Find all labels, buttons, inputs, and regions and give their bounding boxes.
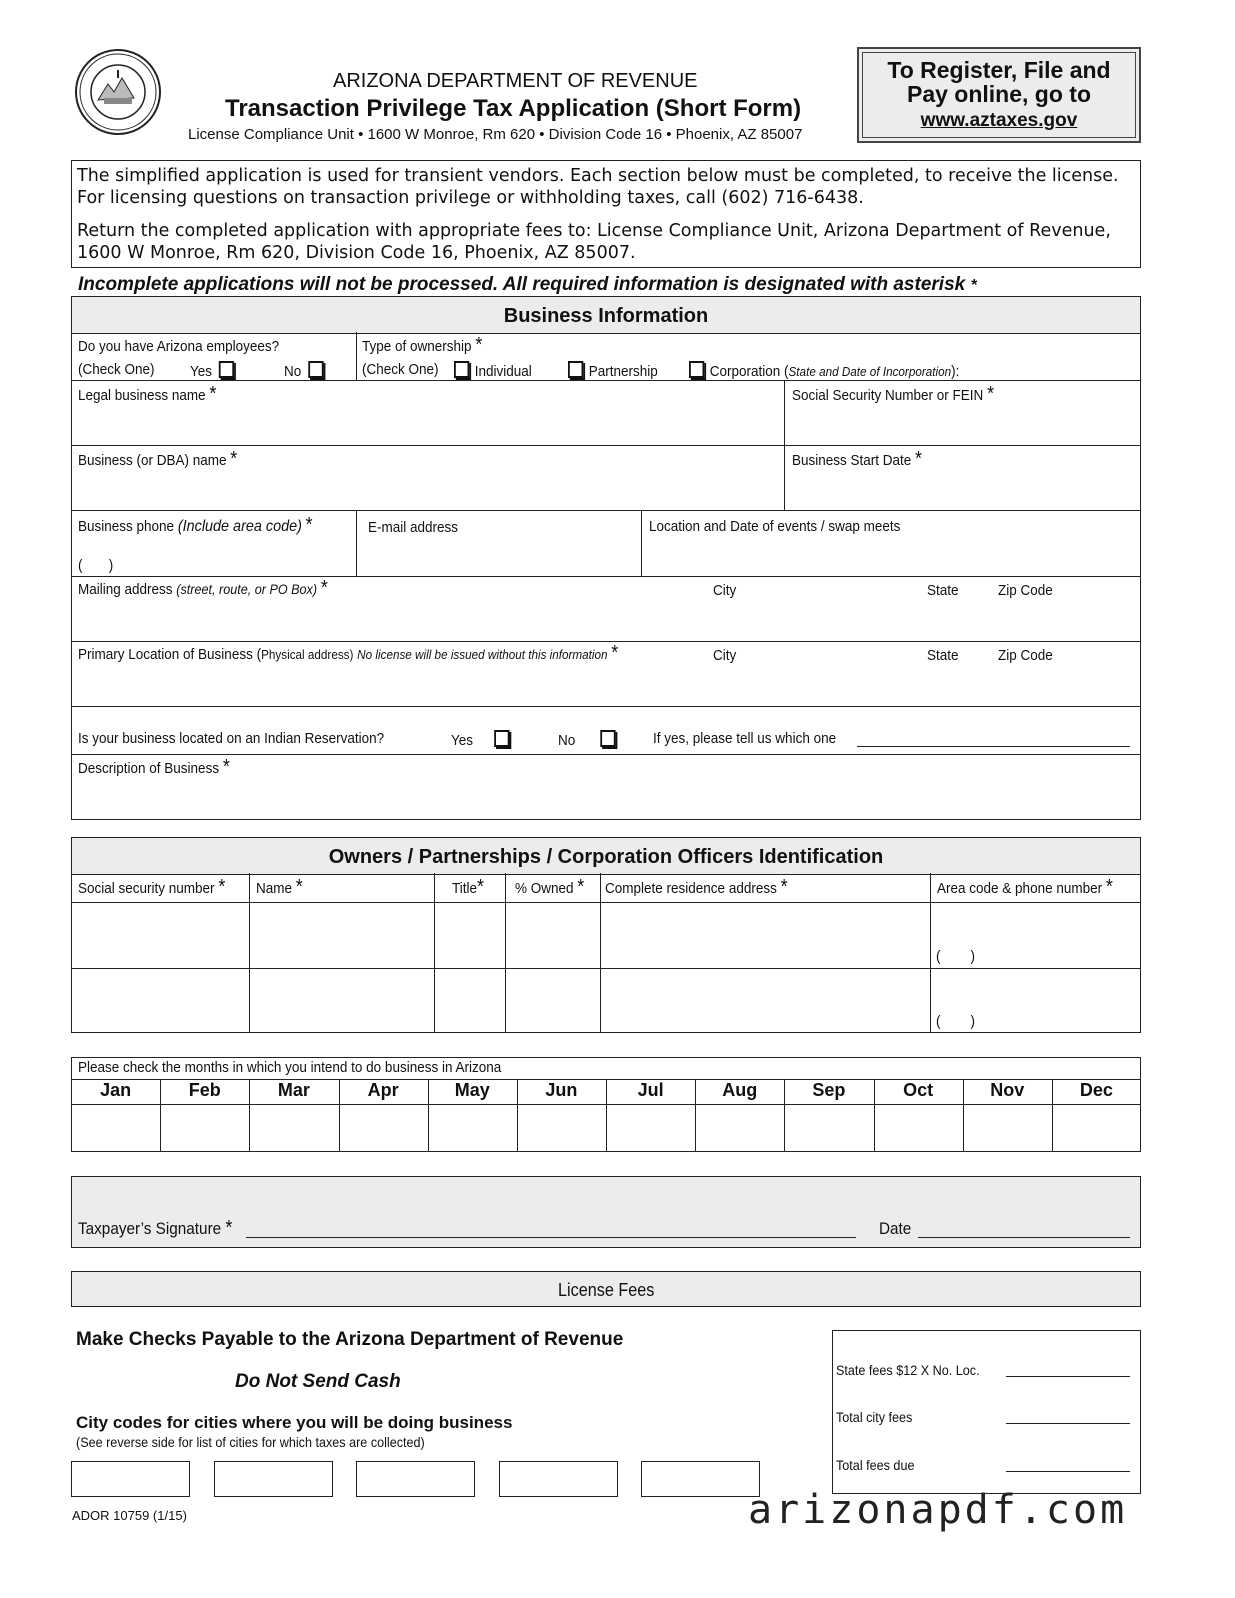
legal-name-label: Legal business name * bbox=[78, 383, 217, 405]
month-checkbox-feb[interactable] bbox=[162, 1106, 247, 1150]
warning-text: Incomplete applications will not be processed. All required information is designated with asterisk * bbox=[78, 274, 977, 295]
primary-state-label: State bbox=[927, 647, 959, 664]
dba-name-field[interactable] bbox=[72, 475, 782, 508]
primary-city-label: City bbox=[713, 647, 737, 664]
city-code-box-2[interactable] bbox=[214, 1461, 333, 1497]
business-phone-field[interactable] bbox=[120, 545, 350, 573]
primary-location-field[interactable] bbox=[72, 669, 1138, 704]
ownership-check-one: (Check One) bbox=[362, 361, 439, 378]
month-label-oct: Oct bbox=[903, 1080, 934, 1100]
license-fees-heading: License Fees bbox=[558, 1280, 655, 1300]
mailing-address-field[interactable] bbox=[72, 604, 1138, 639]
license-fees-bar bbox=[71, 1271, 1141, 1307]
intro-line1: The simplified application is used for transient vendors. Each section below must be completed, to receive the license. bbox=[77, 166, 1119, 186]
mailing-address-label: Mailing address (street, route, or PO Box) * bbox=[78, 577, 328, 599]
partnership-checkbox[interactable] bbox=[568, 361, 583, 378]
events-field[interactable] bbox=[643, 542, 1138, 573]
owner-row-2-phone-paren: ( ) bbox=[936, 1013, 976, 1030]
events-label: Location and Date of events / swap meets bbox=[649, 518, 901, 535]
header-address: License Compliance Unit • 1600 W Monroe, Rm 620 • Division Code 16 • Phoenix, AZ 85007 bbox=[188, 126, 803, 143]
individual-checkbox[interactable] bbox=[454, 361, 469, 378]
online-line2: Pay online, go to bbox=[906, 81, 1091, 107]
city-fees-field[interactable] bbox=[1006, 1423, 1130, 1424]
reservation-yes: Yes bbox=[451, 730, 510, 749]
owners-heading: Owners / Partnerships / Corporation Officers Identification bbox=[328, 846, 884, 868]
email-label: E-mail address bbox=[368, 519, 459, 536]
months-prompt: Please check the months in which you intend to do business in Arizona bbox=[78, 1059, 502, 1076]
ssn-fein-label: Social Security Number or FEIN * bbox=[792, 383, 995, 405]
no-cash: Do Not Send Cash bbox=[235, 1371, 401, 1392]
employees-yes-checkbox[interactable] bbox=[219, 361, 234, 378]
month-checkbox-dec[interactable] bbox=[1054, 1106, 1139, 1150]
watermark: arizonapdf.com bbox=[748, 1487, 1128, 1533]
owners-col-name: Name * bbox=[256, 876, 303, 898]
signature-field[interactable] bbox=[246, 1237, 856, 1238]
checks-payable: Make Checks Payable to the Arizona Department of Revenue bbox=[76, 1329, 624, 1350]
reservation-which-field[interactable] bbox=[857, 746, 1130, 747]
month-checkbox-sep[interactable] bbox=[786, 1106, 871, 1150]
online-box bbox=[857, 47, 1141, 143]
month-checkbox-mar[interactable] bbox=[251, 1106, 336, 1150]
city-code-box-1[interactable] bbox=[71, 1461, 190, 1497]
signature-date-field[interactable] bbox=[918, 1237, 1130, 1238]
month-label-apr: Apr bbox=[367, 1080, 399, 1100]
month-checkbox-aug[interactable] bbox=[697, 1106, 782, 1150]
owners-col-owned: % Owned * bbox=[515, 876, 585, 898]
owners-col-title: Title* bbox=[452, 876, 485, 898]
month-label-sep: Sep bbox=[812, 1080, 846, 1100]
employees-question: Do you have Arizona employees? bbox=[78, 338, 280, 355]
total-fees-field[interactable] bbox=[1006, 1471, 1130, 1472]
intro-box bbox=[71, 160, 1141, 268]
reservation-which-label: If yes, please tell us which one bbox=[653, 730, 837, 747]
ownership-corporation: Corporation (State and Date of Incorporation): bbox=[689, 361, 959, 380]
state-fees-label: State fees $12 X No. Loc. bbox=[836, 1362, 980, 1378]
month-checkbox-may[interactable] bbox=[430, 1106, 515, 1150]
online-url-link[interactable]: www.aztaxes.gov bbox=[920, 110, 1078, 131]
reservation-no: No bbox=[558, 730, 616, 749]
description-label: Description of Business * bbox=[78, 756, 230, 778]
dba-name-label: Business (or DBA) name * bbox=[78, 448, 238, 470]
employees-no: No bbox=[284, 361, 324, 380]
ownership-label: Type of ownership * bbox=[362, 334, 483, 356]
email-field[interactable] bbox=[358, 542, 638, 573]
corporation-checkbox[interactable] bbox=[689, 361, 704, 378]
mailing-state-label: State bbox=[927, 582, 959, 599]
reservation-no-checkbox[interactable] bbox=[600, 730, 615, 747]
month-label-dec: Dec bbox=[1079, 1080, 1113, 1100]
city-code-box-3[interactable] bbox=[356, 1461, 475, 1497]
intro-line2: For licensing questions on transaction privilege or withholding taxes, call (602) 716-6438. bbox=[77, 188, 864, 208]
start-date-label: Business Start Date * bbox=[792, 448, 923, 470]
month-label-jan: Jan bbox=[100, 1080, 132, 1100]
employees-yes: Yes bbox=[190, 361, 235, 380]
month-checkbox-nov[interactable] bbox=[965, 1106, 1050, 1150]
owner-row-1-phone-paren: ( ) bbox=[936, 948, 976, 965]
month-checkbox-jan[interactable] bbox=[73, 1106, 158, 1150]
business-info-heading-bar bbox=[72, 297, 1140, 334]
primary-zip-label: Zip Code bbox=[998, 647, 1053, 664]
month-label-jul: Jul bbox=[637, 1080, 664, 1100]
employees-no-checkbox[interactable] bbox=[308, 361, 323, 378]
ssn-fein-field[interactable] bbox=[786, 410, 1138, 443]
city-codes-note: (See reverse side for list of cities for which taxes are collected) bbox=[76, 1434, 425, 1450]
intro-line3: Return the completed application with appropriate fees to: License Compliance Unit, Arizona Department of Revenue, bbox=[77, 221, 1111, 241]
month-checkbox-apr[interactable] bbox=[341, 1106, 426, 1150]
department-name: ARIZONA DEPARTMENT OF REVENUE bbox=[333, 70, 698, 92]
business-phone-paren: ( ) bbox=[78, 557, 114, 574]
ownership-partnership: Partnership bbox=[568, 361, 658, 380]
state-seal bbox=[74, 48, 162, 136]
reservation-question: Is your business located on an Indian Reservation? bbox=[78, 730, 385, 747]
month-label-aug: Aug bbox=[722, 1080, 758, 1100]
description-field[interactable] bbox=[72, 783, 1138, 818]
owners-col-phone: Area code & phone number * bbox=[937, 876, 1113, 898]
signature-label: Taxpayer’s Signature * bbox=[78, 1217, 233, 1239]
business-info-heading: Business Information bbox=[503, 305, 709, 327]
month-label-feb: Feb bbox=[188, 1080, 221, 1100]
form-title: Transaction Privilege Tax Application (Short Form) bbox=[225, 95, 802, 122]
primary-location-label: Primary Location of Business (Physical address) No license will be issued without this information * bbox=[78, 642, 619, 664]
month-checkbox-jun[interactable] bbox=[519, 1106, 604, 1150]
month-checkbox-oct[interactable] bbox=[876, 1106, 961, 1150]
form-id: ADOR 10759 (1/15) bbox=[72, 1508, 187, 1523]
state-fees-field[interactable] bbox=[1006, 1376, 1130, 1377]
city-code-box-5[interactable] bbox=[641, 1461, 760, 1497]
owners-col-address: Complete residence address * bbox=[605, 876, 788, 898]
ownership-individual: Individual bbox=[454, 361, 532, 380]
business-phone-label: Business phone (Include area code) * bbox=[78, 514, 313, 536]
month-label-nov: Nov bbox=[990, 1080, 1025, 1100]
month-label-mar: Mar bbox=[277, 1080, 310, 1100]
legal-name-field[interactable] bbox=[72, 410, 782, 443]
month-checkbox-jul[interactable] bbox=[608, 1106, 693, 1150]
signature-date-label: Date bbox=[879, 1219, 912, 1238]
owner-row-1[interactable] bbox=[72, 904, 929, 966]
month-label-may: May bbox=[454, 1080, 490, 1100]
owners-col-ssn: Social security number * bbox=[78, 876, 226, 898]
total-fees-label: Total fees due bbox=[836, 1457, 915, 1473]
employees-check-one: (Check One) bbox=[78, 361, 155, 378]
start-date-field[interactable] bbox=[786, 475, 1138, 508]
reservation-yes-checkbox[interactable] bbox=[495, 730, 510, 747]
mailing-zip-label: Zip Code bbox=[998, 582, 1053, 599]
owners-heading-bar bbox=[72, 838, 1140, 875]
intro-line4: 1600 W Monroe, Rm 620, Division Code 16, Phoenix, AZ 85007. bbox=[77, 243, 636, 263]
mailing-city-label: City bbox=[713, 582, 737, 599]
month-label-jun: Jun bbox=[545, 1080, 578, 1100]
city-fees-label: Total city fees bbox=[836, 1409, 913, 1425]
online-line1: To Register, File and bbox=[887, 57, 1111, 83]
city-codes-heading: City codes for cities where you will be doing business bbox=[76, 1413, 513, 1432]
owner-row-2[interactable] bbox=[72, 970, 929, 1032]
city-code-box-4[interactable] bbox=[499, 1461, 618, 1497]
